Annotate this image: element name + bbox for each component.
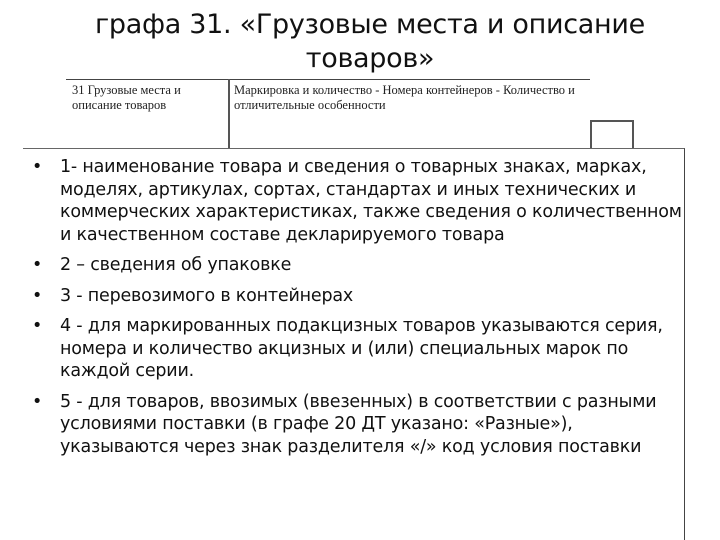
bullet-text: 4 - для маркированных подакцизных товаров указываются серия, номера и количество акцизных и (или) специальных марок по каждой серии. (60, 316, 663, 381)
bullet-list (32, 156, 682, 466)
bullet-icon: • (32, 157, 43, 177)
callout-line-right-horizontal (590, 120, 633, 122)
bullet-icon: • (32, 285, 43, 306)
callout-line-left-vertical (228, 79, 230, 149)
bullet-text: 5 - для товаров, ввозимых (ввезенных) в соответствии с разными условиями поставки (в графе 20 ДТ указано: «Разные»), указываются через знак разделителя «/» код условия поставки (60, 391, 657, 457)
bullet-text: 2 – сведения об упаковке (60, 255, 292, 275)
callout-line-right-vertical (590, 121, 592, 149)
form-excerpt-image (66, 79, 590, 121)
slide-title: графа 31. «Грузовые места и описание товаров» (95, 9, 645, 74)
bullet-item-2 (32, 254, 682, 277)
form-top-border (66, 79, 590, 80)
bullet-text: 3 - перевозимого в контейнерах (60, 285, 354, 306)
bullet-text: 1- наименование товара и сведения о товарных знаках, марках, моделях, артикулах, сортах, стандартах и иных технических и коммерческих характеристиках, также сведения о количественном и качественном составе декларируемого товара (60, 157, 682, 245)
form-cell-marking: Маркировка и количество - Номера контейнеров - Количество и отличительные особенности (234, 83, 575, 112)
bullet-icon: • (32, 255, 43, 275)
form-cell-graph-31: 31 Грузовые места и описание товаров (72, 83, 181, 112)
bullet-item-5 (32, 391, 682, 459)
bullet-icon: • (32, 391, 43, 412)
bullet-item-1 (32, 156, 682, 246)
bullet-icon: • (32, 316, 43, 336)
bullet-item-4 (32, 315, 682, 383)
callout-line-far-right-vertical (632, 120, 634, 149)
bullet-item-3 (32, 285, 682, 308)
